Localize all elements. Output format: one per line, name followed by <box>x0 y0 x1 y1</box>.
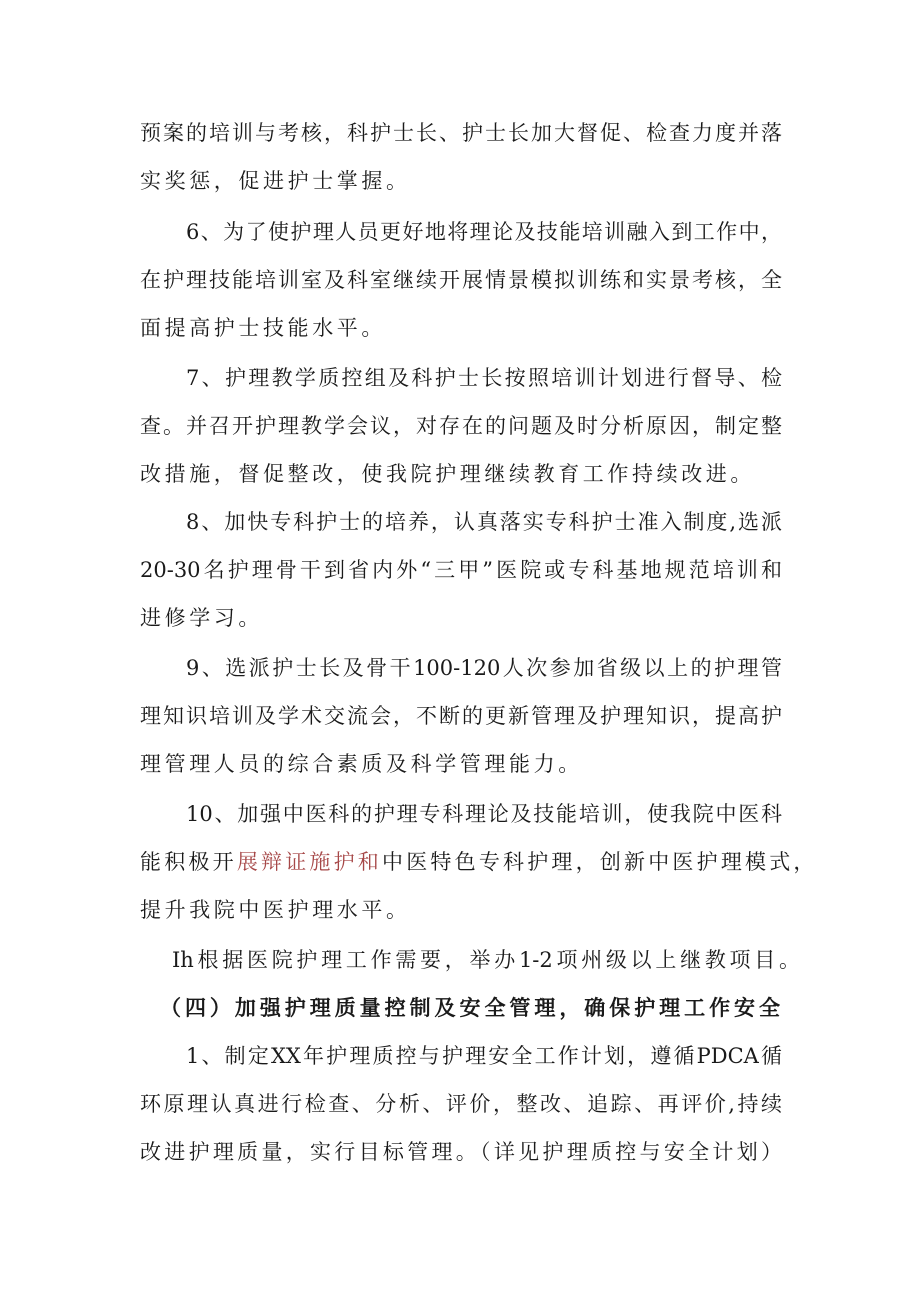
text-line: 实奖惩，促进护士掌握。 <box>140 169 411 193</box>
section-4-paragraph-1-line: 1、制定XX年护理质控与护理安全工作计划，遵循PDCA循 <box>186 1044 782 1068</box>
text-line: 预案的培训与考核，科护士长、护士长加大督促、检查力度并落 <box>140 121 782 145</box>
highlighted-text: 展辩证施护和 <box>236 850 383 874</box>
paragraph-10-line <box>140 847 818 877</box>
paragraph-7-line: 查。并召开护理教学会议，对存在的问题及时分析原因，制定整 <box>140 414 782 438</box>
paragraph-7-line: 7、护理教学质控组及科护士长按照培训计划进行督导、检 <box>186 366 782 390</box>
paragraph-6-line: 6、为了使护理人员更好地将理论及技能培训融入到工作中， <box>186 220 782 244</box>
paragraph-9-line: 9、选派护士长及骨干100-120人次参加省级以上的护理管 <box>186 656 782 680</box>
paragraph-6-line: 面提高护士技能水平。 <box>140 316 386 340</box>
text: 中医特色专科护理，创新中医护理模式， <box>382 850 818 874</box>
paragraph-9-line: 理管理人员的综合素质及科学管理能力。 <box>140 752 583 776</box>
section-4-paragraph-1-line: 环原理认真进行检查、分析、评价，整改、追踪、再评价,持续 <box>140 1092 782 1116</box>
section-4-paragraph-1-line: 改进护理质量，实行目标管理。（详见护理质控与安全计划） <box>140 1140 782 1164</box>
paragraph-7-line: 改措施，督促整改，使我院护理继续教育工作持续改进。 <box>140 462 755 486</box>
paragraph-8-line: 20-30名护理骨干到省内外“三甲”医院或专科基地规范培训和 <box>140 558 782 582</box>
paragraph-9-line: 理知识培训及学术交流会，不断的更新管理及护理知识，提高护 <box>140 704 782 728</box>
paragraph-10-line: 10、加强中医科的护理专科理论及技能培训，使我院中医科 <box>186 802 782 826</box>
paragraph-8-line: 8、加快专科护士的培养，认真落实专科护士准入制度,选派 <box>186 510 782 534</box>
text: 能积极开 <box>140 850 237 874</box>
section-heading: （四）加强护理质量控制及安全管理，确保护理工作安全 <box>160 995 780 1020</box>
paragraph-8-line: 进修学习。 <box>140 606 263 630</box>
paragraph-11: Ih根据医院护理工作需要，举办1-2项州级以上继教项目。 <box>172 948 800 972</box>
paragraph-10-line: 提升我院中医护理水平。 <box>140 898 411 922</box>
paragraph-6-line: 在护理技能培训室及科室继续开展情景模拟训练和实景考核，全 <box>140 268 782 292</box>
